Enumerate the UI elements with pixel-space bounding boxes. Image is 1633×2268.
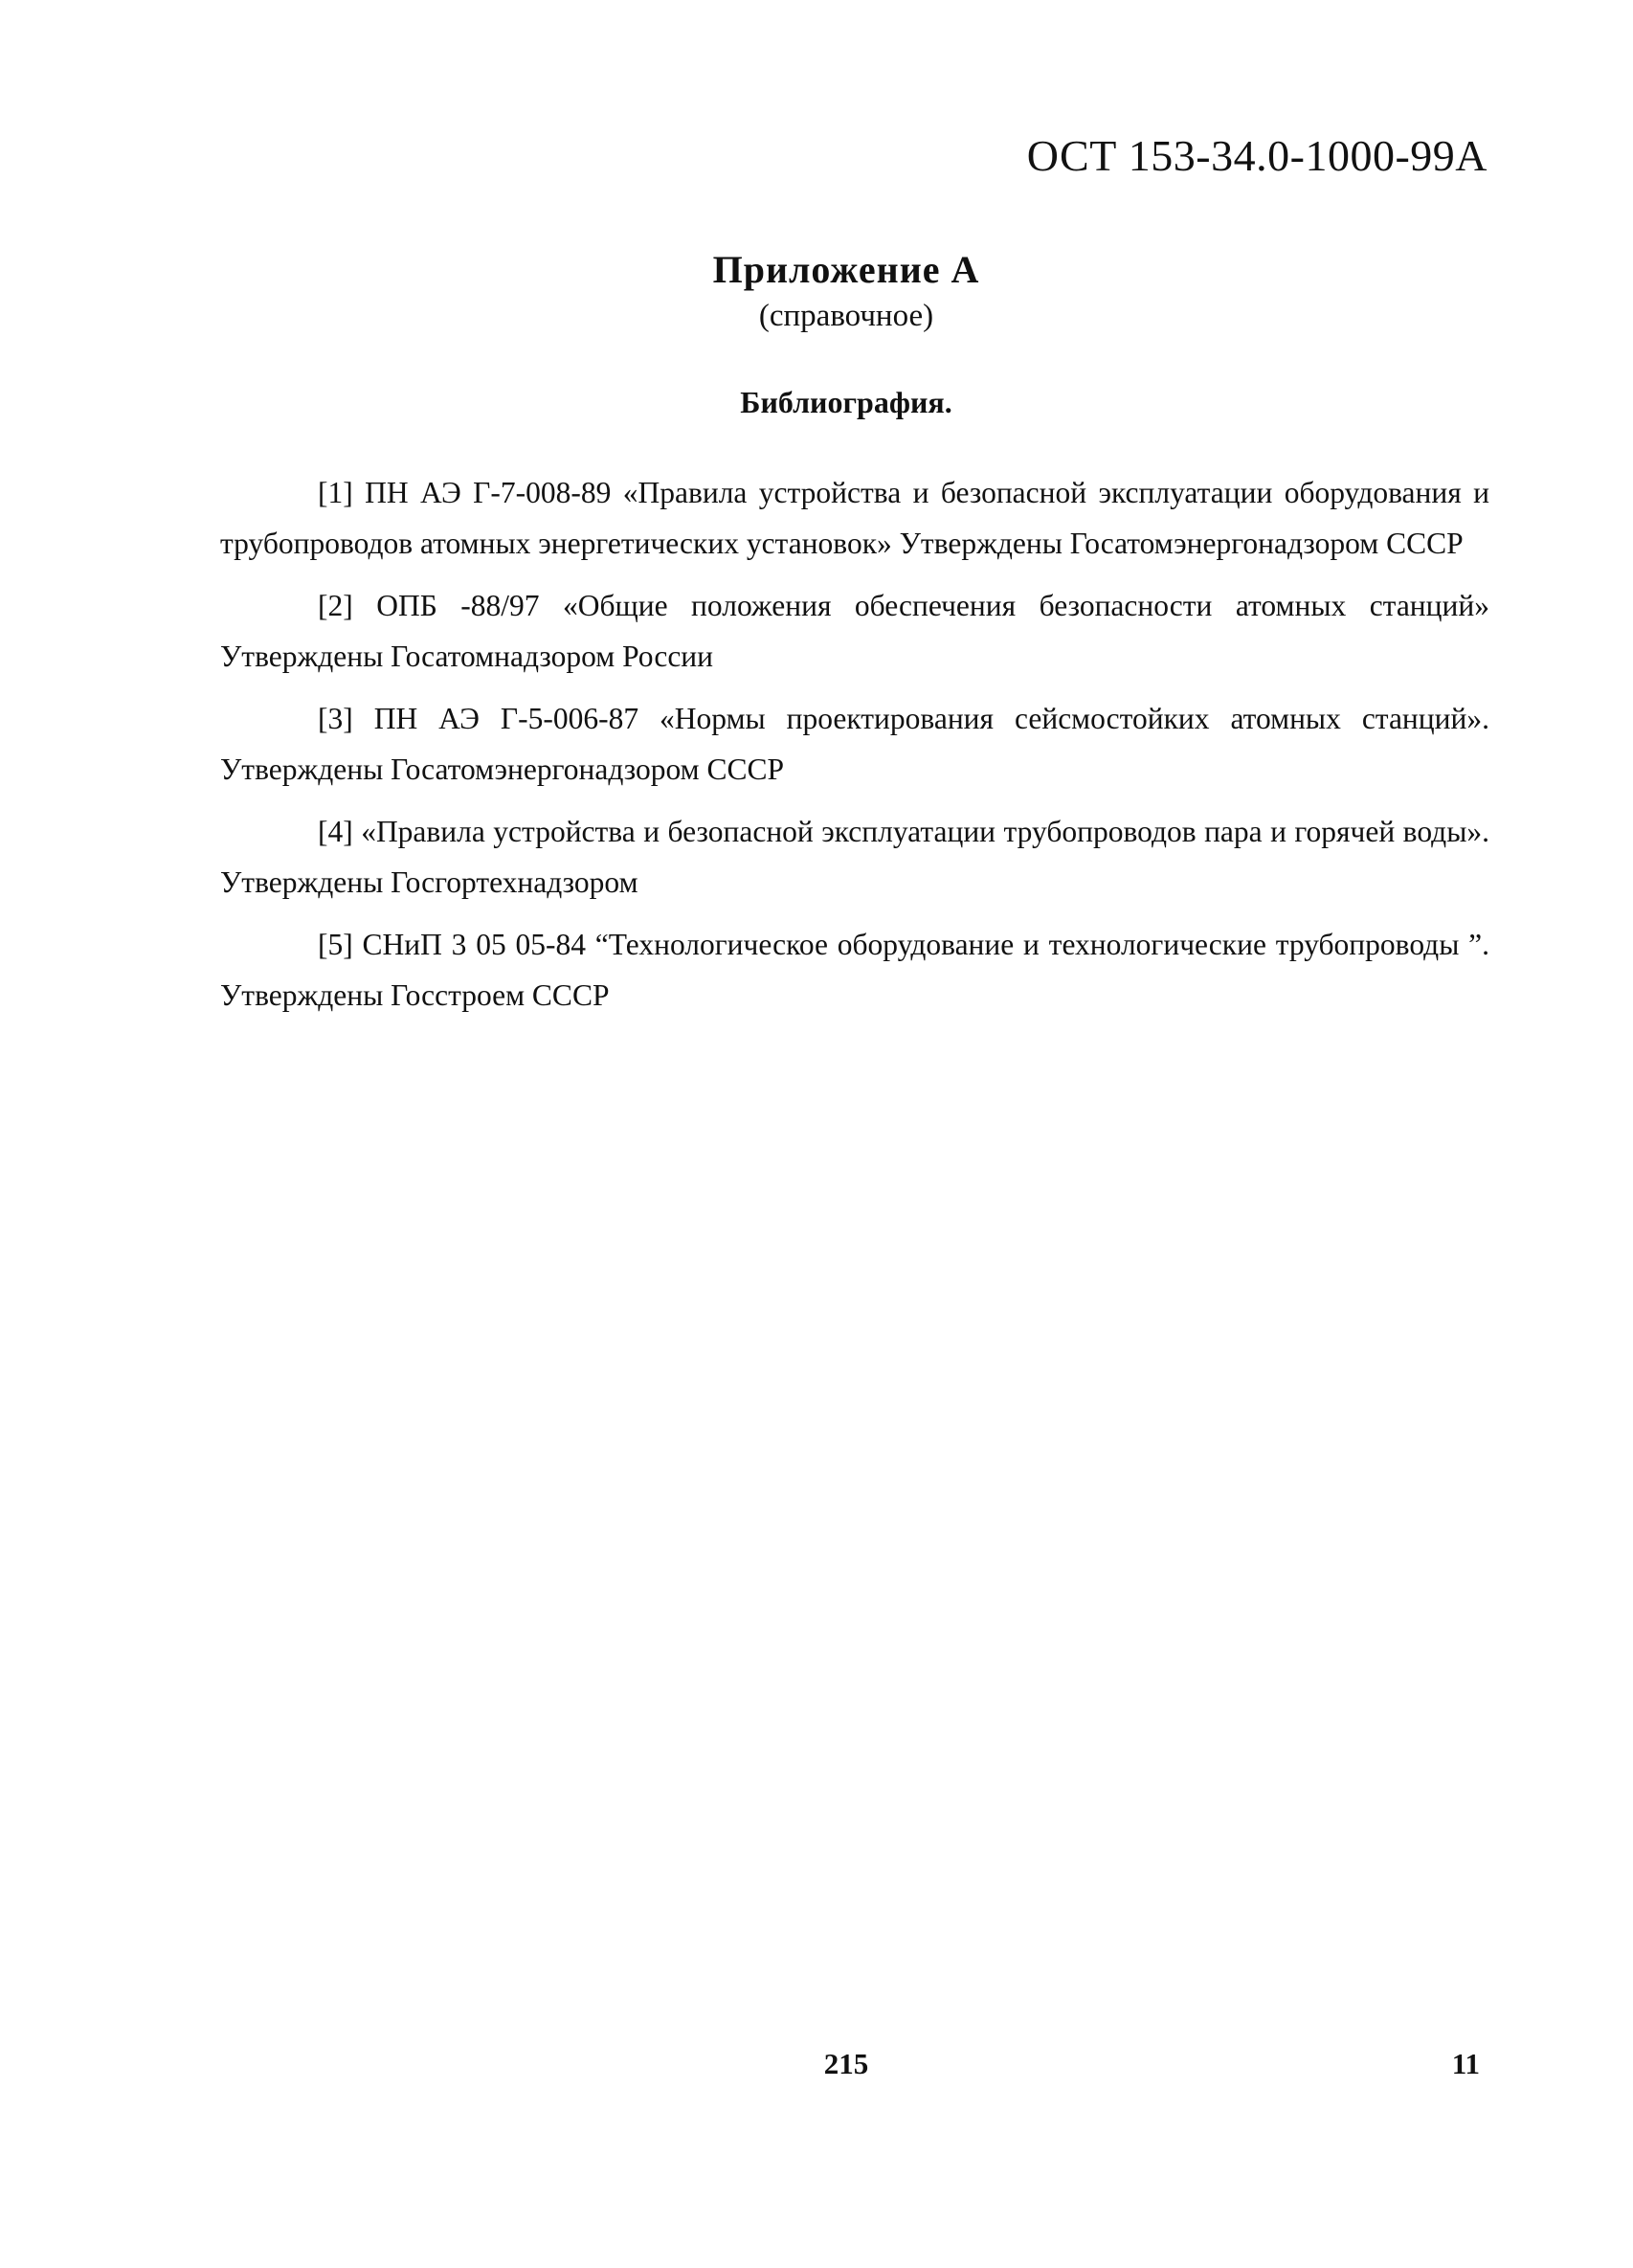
bibliography-list (220, 467, 1489, 1021)
appendix-subtitle: (справочное) (758, 299, 934, 333)
page-number-right: 11 (1451, 2047, 1480, 2080)
page-number-center: 215 (823, 2047, 869, 2080)
document-code: ОСТ 153-34.0-1000-99А (1026, 131, 1488, 180)
bibliography-entry-4: [4] «Правила устройства и безопасной эксплуатации трубопроводов пара и горячей воды». Утверждены Госгортехнадзором (220, 815, 1489, 899)
bibliography-heading: Библиография. (740, 385, 952, 419)
appendix-title: Приложение А (712, 248, 980, 291)
bibliography-entry-5: [5] СНиП 3 05 05-84 “Технологическое оборудование и технологические трубопроводы ”. Утверждены Госстроем СССР (220, 928, 1489, 1012)
bibliography-entry-2: [2] ОПБ -88/97 «Общие положения обеспечения безопасности атомных станций» Утверждены Госатомнадзором России (220, 589, 1489, 673)
bibliography-entry-3: [3] ПН АЭ Г-5-006-87 «Нормы проектирования сейсмостойких атомных станций». Утверждены Госатомэнергонадзором СССР (220, 702, 1489, 786)
bibliography-entry-1: [1] ПН АЭ Г-7-008-89 «Правила устройства и безопасной эксплуатации оборудования и трубопроводов атомных энергетических установок» Утверждены Госатомэнергонадзором СССР (220, 476, 1489, 560)
